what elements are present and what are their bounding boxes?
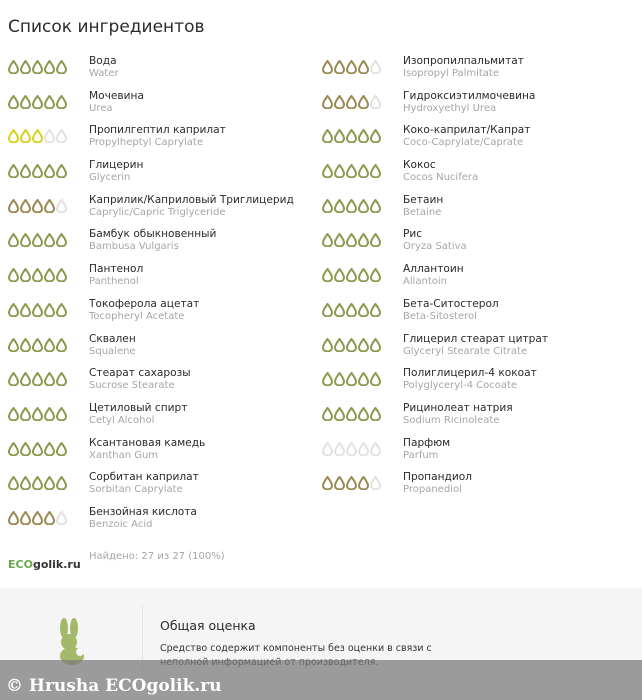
- drop-filled-icon: [346, 164, 357, 178]
- drop-filled-icon: [334, 476, 345, 490]
- drop-filled-icon: [334, 372, 345, 386]
- rating-drops: [322, 60, 381, 74]
- drop-filled-icon: [370, 303, 381, 317]
- ingredient-item[interactable]: [8, 503, 322, 538]
- drop-filled-icon: [20, 164, 31, 178]
- drop-filled-icon: [44, 233, 55, 247]
- ingredient-item[interactable]: [322, 399, 636, 434]
- drop-filled-icon: [358, 476, 369, 490]
- watermark-text: © Hrusha ECOgolik.ru: [6, 676, 222, 696]
- drop-filled-icon: [370, 199, 381, 213]
- ingredient-name-ru[interactable]: Глицерин: [89, 159, 144, 172]
- drop-filled-icon: [334, 233, 345, 247]
- drop-filled-icon: [322, 476, 333, 490]
- drop-filled-icon: [44, 164, 55, 178]
- ingredient-item[interactable]: [8, 87, 322, 122]
- rating-drops: [8, 164, 67, 178]
- ingredient-names: [89, 194, 294, 219]
- drop-filled-icon: [20, 511, 31, 525]
- footer-row: [8, 541, 225, 571]
- ingredient-name-latin: Benzoic Acid: [89, 518, 153, 530]
- ingredient-name-ru[interactable]: Ксантановая камедь: [89, 436, 206, 449]
- drop-filled-icon: [8, 407, 19, 421]
- ingredient-names: [403, 263, 464, 288]
- drop-filled-icon: [32, 338, 43, 352]
- drop-filled-icon: [32, 233, 43, 247]
- drop-filled-icon: [334, 407, 345, 421]
- drop-filled-icon: [44, 95, 55, 109]
- ingredient-name-latin: Parfum: [403, 449, 439, 461]
- drop-filled-icon: [56, 338, 67, 352]
- ingredient-name-latin: Allantoin: [403, 276, 448, 288]
- ingredient-name-ru[interactable]: Бензойная кислота: [89, 505, 197, 518]
- ingredient-name-latin: Panthenol: [89, 276, 139, 288]
- ingredient-name-latin: Urea: [89, 102, 113, 114]
- rating-drops: [8, 268, 67, 282]
- found-count: Найдено: 27 из 27 (100%): [89, 550, 225, 562]
- drop-filled-icon: [346, 372, 357, 386]
- ingredient-item[interactable]: [8, 156, 322, 191]
- drop-filled-icon: [358, 95, 369, 109]
- drop-filled-icon: [322, 372, 333, 386]
- drop-empty-icon: [370, 95, 381, 109]
- drop-empty-icon: [56, 511, 67, 525]
- ingredient-names: [89, 471, 199, 496]
- drop-filled-icon: [44, 511, 55, 525]
- drop-filled-icon: [358, 199, 369, 213]
- ingredient-names: [89, 367, 191, 392]
- ingredient-name-latin: Polyglyceryl-4 Cocoate: [403, 380, 518, 392]
- ingredient-names: [89, 298, 199, 323]
- drop-filled-icon: [20, 372, 31, 386]
- rating-drops: [8, 407, 67, 421]
- ingredient-name-latin: Tocopheryl Acetate: [89, 310, 185, 322]
- rating-drops: [322, 129, 381, 143]
- ingredient-name-latin: Glycerin: [89, 172, 131, 184]
- ingredient-names: [89, 437, 205, 462]
- drop-filled-icon: [334, 338, 345, 352]
- ingredient-name-ru[interactable]: Изопропилпальмитат: [403, 55, 524, 67]
- rating-drops: [8, 95, 67, 109]
- ingredient-names: [403, 402, 513, 427]
- drop-empty-icon: [322, 442, 333, 456]
- drop-empty-icon: [44, 129, 55, 143]
- ingredient-name-ru[interactable]: Пантенол: [89, 263, 144, 276]
- drop-filled-icon: [44, 338, 55, 352]
- ingredient-name-latin: Beta-Sitosterol: [403, 310, 477, 322]
- ingredient-name-ru[interactable]: Рис: [403, 228, 423, 241]
- ingredient-item[interactable]: [322, 156, 636, 191]
- rating-drops: [322, 303, 381, 317]
- ingredient-name-latin: Water: [89, 68, 119, 79]
- ingredient-item[interactable]: [8, 121, 322, 156]
- ingredient-name-latin: Propylheptyl Caprylate: [89, 137, 204, 149]
- rating-drops: [8, 129, 67, 143]
- ingredient-names: [89, 124, 226, 149]
- drop-filled-icon: [32, 442, 43, 456]
- rating-drops: [8, 60, 67, 74]
- ingredient-name-latin: Sorbitan Caprylate: [89, 484, 183, 496]
- drop-filled-icon: [346, 233, 357, 247]
- ingredient-name-ru[interactable]: Бета-Ситостерол: [403, 297, 499, 310]
- ingredient-item[interactable]: [8, 225, 322, 260]
- ingredient-names: [89, 228, 216, 253]
- drop-filled-icon: [322, 129, 333, 143]
- drop-filled-icon: [56, 372, 67, 386]
- ingredient-item[interactable]: [322, 468, 636, 503]
- drop-filled-icon: [32, 268, 43, 282]
- drop-filled-icon: [346, 476, 357, 490]
- drop-filled-icon: [32, 129, 43, 143]
- drop-empty-icon: [358, 442, 369, 456]
- drop-filled-icon: [32, 476, 43, 490]
- drop-filled-icon: [44, 60, 55, 74]
- drop-filled-icon: [370, 407, 381, 421]
- drop-empty-icon: [370, 60, 381, 74]
- drop-filled-icon: [20, 476, 31, 490]
- drop-filled-icon: [322, 233, 333, 247]
- ingredient-name-latin: Hydroxyethyl Urea: [403, 102, 497, 114]
- ingredient-names: [89, 506, 197, 531]
- drop-filled-icon: [358, 164, 369, 178]
- ingredient-item[interactable]: [322, 121, 636, 156]
- rating-drops: [8, 372, 67, 386]
- drop-filled-icon: [346, 303, 357, 317]
- drop-filled-icon: [32, 303, 43, 317]
- drop-filled-icon: [8, 303, 19, 317]
- rating-drops: [322, 164, 381, 178]
- drop-filled-icon: [32, 511, 43, 525]
- drop-filled-icon: [370, 372, 381, 386]
- drop-filled-icon: [44, 442, 55, 456]
- rating-drops: [322, 372, 381, 386]
- drop-empty-icon: [56, 129, 67, 143]
- ingredient-name-latin: Cocos Nucifera: [403, 172, 479, 184]
- ingredient-item[interactable]: [322, 225, 636, 260]
- drop-filled-icon: [20, 407, 31, 421]
- drop-filled-icon: [20, 60, 31, 74]
- rating-drops: [322, 199, 381, 213]
- rating-drops: [8, 511, 67, 525]
- ingredient-names: [403, 124, 530, 149]
- drop-filled-icon: [346, 95, 357, 109]
- drop-filled-icon: [8, 164, 19, 178]
- ingredient-name-ru[interactable]: Мочевина: [89, 89, 144, 102]
- drop-filled-icon: [322, 164, 333, 178]
- drop-filled-icon: [358, 407, 369, 421]
- ingredient-names: [89, 90, 144, 115]
- drop-empty-icon: [56, 199, 67, 213]
- drop-filled-icon: [370, 129, 381, 143]
- ecogolik-logo[interactable]: [8, 541, 81, 571]
- drop-filled-icon: [56, 233, 67, 247]
- drop-filled-icon: [370, 338, 381, 352]
- ingredient-name-latin: Bambusa Vulgaris: [89, 241, 179, 253]
- ingredient-name-ru[interactable]: Бамбук обыкновенный: [89, 228, 217, 241]
- ingredient-name-latin: Cetyl Alcohol: [89, 414, 155, 426]
- ingredient-names: [403, 298, 499, 323]
- drop-filled-icon: [56, 60, 67, 74]
- drop-filled-icon: [334, 60, 345, 74]
- ingredient-names: [89, 333, 136, 358]
- drop-filled-icon: [56, 95, 67, 109]
- ingredient-item[interactable]: [322, 330, 636, 365]
- drop-filled-icon: [334, 164, 345, 178]
- rating-drops: [8, 303, 67, 317]
- drop-filled-icon: [8, 442, 19, 456]
- drop-filled-icon: [20, 129, 31, 143]
- drop-filled-icon: [20, 95, 31, 109]
- drop-filled-icon: [358, 233, 369, 247]
- drop-filled-icon: [44, 372, 55, 386]
- drop-filled-icon: [346, 199, 357, 213]
- ingredient-names: [403, 437, 450, 462]
- ingredient-item[interactable]: [8, 330, 322, 365]
- rating-drops: [322, 95, 381, 109]
- drop-filled-icon: [322, 407, 333, 421]
- ingredient-name-latin: Caprylic/Capric Triglyceride: [89, 206, 226, 218]
- ingredient-name-ru[interactable]: Токоферола ацетат: [89, 297, 200, 310]
- drop-filled-icon: [56, 407, 67, 421]
- page-title: Список ингредиентов: [8, 17, 205, 37]
- ingredient-item[interactable]: [322, 295, 636, 330]
- ingredient-name-ru[interactable]: Цетиловый спирт: [89, 401, 188, 414]
- rating-drops: [8, 233, 67, 247]
- ingredient-name-latin: Coco-Caprylate/Caprate: [403, 137, 524, 149]
- ingredient-name-ru[interactable]: Сорбитан каприлат: [89, 471, 199, 484]
- drop-filled-icon: [322, 338, 333, 352]
- drop-filled-icon: [32, 95, 43, 109]
- ingredient-name-ru[interactable]: Сквален: [89, 332, 136, 345]
- drop-filled-icon: [8, 476, 19, 490]
- drop-filled-icon: [56, 164, 67, 178]
- drop-filled-icon: [44, 199, 55, 213]
- drop-empty-icon: [370, 442, 381, 456]
- ingredient-item[interactable]: [8, 260, 322, 295]
- ingredient-name-latin: Xanthan Gum: [89, 449, 159, 461]
- ingredient-name-ru[interactable]: Пропилгептил каприлат: [89, 124, 226, 137]
- drop-filled-icon: [8, 511, 19, 525]
- drop-filled-icon: [20, 338, 31, 352]
- ingredient-name-ru[interactable]: Стеарат сахарозы: [89, 367, 191, 380]
- ingredient-item[interactable]: [322, 52, 636, 87]
- ingredient-name-latin: Squalene: [89, 345, 136, 357]
- drop-filled-icon: [56, 442, 67, 456]
- summary-text: Средство содержит компоненты без оценки в связи с: [160, 643, 432, 654]
- drop-filled-icon: [20, 303, 31, 317]
- drop-filled-icon: [8, 199, 19, 213]
- ingredient-item[interactable]: [8, 52, 322, 87]
- ingredient-item[interactable]: [8, 434, 322, 469]
- drop-filled-icon: [8, 129, 19, 143]
- drop-filled-icon: [346, 129, 357, 143]
- drop-filled-icon: [56, 303, 67, 317]
- ingredient-names: [403, 228, 467, 253]
- drop-filled-icon: [8, 95, 19, 109]
- drop-filled-icon: [20, 199, 31, 213]
- drop-filled-icon: [334, 129, 345, 143]
- ingredient-name-ru[interactable]: Каприлик/Каприловый Триглицерид: [89, 193, 294, 206]
- logo-golik-text: golik.ru: [32, 558, 81, 571]
- drop-filled-icon: [32, 60, 43, 74]
- ingredient-item[interactable]: [8, 364, 322, 399]
- drop-filled-icon: [32, 199, 43, 213]
- ingredient-name-ru[interactable]: Вода: [89, 55, 117, 67]
- ingredient-names: [403, 333, 548, 358]
- rating-drops: [322, 268, 381, 282]
- drop-filled-icon: [346, 338, 357, 352]
- drop-filled-icon: [32, 372, 43, 386]
- rating-drops: [322, 476, 381, 490]
- ingredient-name-latin: Betaine: [403, 206, 442, 218]
- ingredient-grid: [8, 52, 638, 538]
- ingredient-names: [89, 402, 187, 427]
- drop-empty-icon: [370, 476, 381, 490]
- drop-empty-icon: [346, 442, 357, 456]
- drop-filled-icon: [56, 476, 67, 490]
- ingredient-name-ru[interactable]: Коко-каприлат/Капрат: [403, 124, 531, 137]
- logo-eco-text: ECO: [8, 558, 33, 571]
- ingredient-name-ru[interactable]: Рицинолеат натрия: [403, 401, 513, 414]
- drop-filled-icon: [56, 268, 67, 282]
- drop-filled-icon: [334, 268, 345, 282]
- drop-filled-icon: [44, 407, 55, 421]
- drop-filled-icon: [322, 95, 333, 109]
- ingredient-names: [89, 55, 119, 80]
- ingredient-item[interactable]: [8, 191, 322, 226]
- drop-filled-icon: [32, 164, 43, 178]
- ingredient-names: [403, 471, 472, 496]
- drop-filled-icon: [370, 233, 381, 247]
- ingredient-names: [403, 194, 443, 219]
- drop-filled-icon: [20, 233, 31, 247]
- ingredient-name-ru[interactable]: Пропандиол: [403, 471, 472, 484]
- ingredient-item[interactable]: [322, 364, 636, 399]
- ingredient-names: [89, 263, 143, 288]
- ingredient-names: [403, 159, 478, 184]
- ingredient-item[interactable]: [322, 260, 636, 295]
- ingredient-name-latin: Sodium Ricinoleate: [403, 414, 500, 426]
- rating-drops: [8, 476, 67, 490]
- ingredient-item[interactable]: [322, 87, 636, 122]
- ingredient-name-latin: Propanediol: [403, 484, 462, 496]
- drop-filled-icon: [8, 372, 19, 386]
- rating-drops: [8, 199, 67, 213]
- drop-filled-icon: [322, 199, 333, 213]
- drop-filled-icon: [322, 60, 333, 74]
- drop-filled-icon: [334, 95, 345, 109]
- ingredient-names: [403, 367, 537, 392]
- ingredient-item[interactable]: [8, 468, 322, 503]
- drop-filled-icon: [32, 407, 43, 421]
- ingredient-name-latin: Glyceryl Stearate Citrate: [403, 345, 528, 357]
- drop-filled-icon: [358, 303, 369, 317]
- drop-filled-icon: [322, 268, 333, 282]
- drop-filled-icon: [346, 268, 357, 282]
- ingredient-name-ru[interactable]: Полиглицерил-4 кокоат: [403, 367, 537, 380]
- drop-filled-icon: [8, 233, 19, 247]
- bunny-icon: [50, 618, 90, 666]
- rating-drops: [322, 233, 381, 247]
- drop-filled-icon: [44, 476, 55, 490]
- drop-filled-icon: [334, 199, 345, 213]
- drop-filled-icon: [20, 268, 31, 282]
- drop-filled-icon: [334, 303, 345, 317]
- drop-filled-icon: [370, 164, 381, 178]
- drop-filled-icon: [358, 268, 369, 282]
- rating-drops: [8, 442, 67, 456]
- drop-filled-icon: [8, 268, 19, 282]
- ingredient-name-latin: Isopropyl Palmitate: [403, 68, 499, 79]
- ingredient-item[interactable]: [8, 295, 322, 330]
- drop-filled-icon: [20, 442, 31, 456]
- drop-filled-icon: [346, 407, 357, 421]
- drop-filled-icon: [322, 303, 333, 317]
- drop-filled-icon: [44, 303, 55, 317]
- ingredient-name-ru[interactable]: Бетаин: [403, 193, 444, 206]
- ingredient-item[interactable]: [322, 434, 636, 469]
- drop-filled-icon: [358, 60, 369, 74]
- ingredient-name-ru[interactable]: Кокос: [403, 159, 436, 172]
- ingredient-name-latin: Oryza Sativa: [403, 241, 467, 253]
- drop-filled-icon: [346, 60, 357, 74]
- ingredient-item[interactable]: [322, 191, 636, 226]
- ingredient-item[interactable]: [8, 399, 322, 434]
- drop-empty-icon: [334, 442, 345, 456]
- ingredient-name-ru[interactable]: Глицерил стеарат цитрат: [403, 332, 549, 345]
- ingredient-names: [403, 55, 524, 80]
- drop-filled-icon: [358, 338, 369, 352]
- rating-drops: [322, 407, 381, 421]
- drop-filled-icon: [44, 268, 55, 282]
- ingredient-name-latin: Sucrose Stearate: [89, 380, 175, 392]
- ingredient-names: [403, 90, 535, 115]
- rating-drops: [8, 338, 67, 352]
- rating-drops: [322, 442, 381, 456]
- drop-filled-icon: [8, 60, 19, 74]
- summary-title: Общая оценка: [160, 618, 256, 633]
- rating-drops: [322, 338, 381, 352]
- watermark-bar: [0, 660, 642, 700]
- drop-filled-icon: [8, 338, 19, 352]
- drop-filled-icon: [358, 372, 369, 386]
- ingredient-names: [89, 159, 143, 184]
- drop-filled-icon: [370, 268, 381, 282]
- ingredient-name-ru[interactable]: Парфюм: [403, 436, 451, 449]
- ingredient-name-ru[interactable]: Аллантоин: [403, 263, 464, 276]
- drop-filled-icon: [358, 129, 369, 143]
- ingredient-name-ru[interactable]: Гидроксиэтилмочевина: [403, 89, 536, 102]
